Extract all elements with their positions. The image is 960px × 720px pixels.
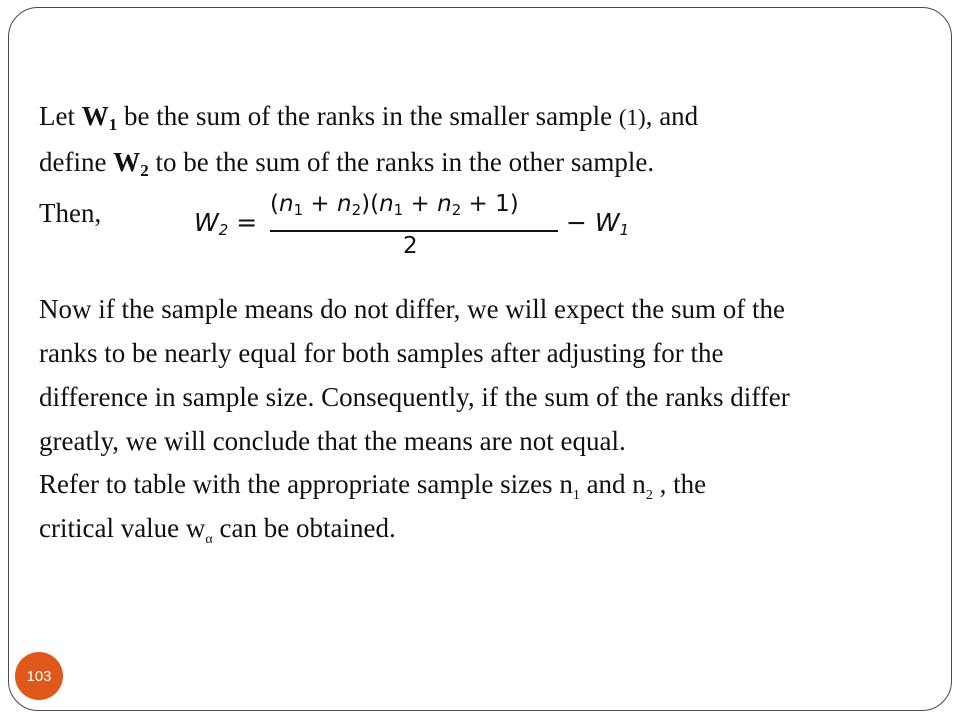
formula-denominator: 2 <box>403 233 418 259</box>
formula-minus: − <box>566 208 587 237</box>
symbol-w1 <box>81 101 118 134</box>
num-n3: n <box>379 191 394 217</box>
formula-numerator <box>270 191 519 217</box>
symbol-w2 <box>113 147 149 180</box>
num-plus2: + <box>403 191 438 217</box>
text-and-n: and n <box>579 469 646 499</box>
num-open: ( <box>270 191 279 217</box>
num-sub4: 2 <box>451 201 462 219</box>
text-let: Let <box>39 101 82 131</box>
text-critical-value: critical value w <box>39 513 206 543</box>
num-n1: n <box>278 191 294 217</box>
text-other-sample: to be the sum of the ranks in the other sample. <box>148 147 655 177</box>
explanation-line-3: difference in sample size. Consequently, if the sum of the ranks differ <box>39 382 790 412</box>
page-number-badge: 103 <box>15 652 63 700</box>
num-n2: n <box>337 191 352 217</box>
paragraph-definition <box>39 94 698 184</box>
num-mid-paren: )( <box>361 191 380 217</box>
fraction-bar <box>270 230 558 232</box>
text-sum-smaller: be the sum of the ranks in the smaller sample <box>117 101 619 131</box>
alpha-subscript: α <box>205 532 213 547</box>
paragraph-critical-value <box>39 462 706 550</box>
then-label: Then, <box>39 198 102 228</box>
n1-subscript: 1 <box>572 488 580 503</box>
text-and: , and <box>645 101 699 131</box>
text-refer: Refer to table with the appropriate sample sizes n <box>39 469 573 499</box>
num-plus-one: + 1) <box>461 191 519 217</box>
formula-lhs <box>194 208 257 237</box>
text-obtained: can be obtained. <box>212 513 396 543</box>
explanation-line-4: greatly, we will conclude that the means are not equal. <box>39 426 626 456</box>
formula-rhs <box>566 208 629 237</box>
n2-subscript: 2 <box>645 488 653 503</box>
formula-rhs-sub: 1 <box>619 221 630 239</box>
num-plus: + <box>303 191 338 217</box>
text-sample-one: (1) <box>618 105 646 130</box>
text-define: define <box>39 147 114 177</box>
explanation-line-2: ranks to be nearly equal for both samples after adjusting for the <box>39 338 724 368</box>
num-sub2: 2 <box>351 201 362 219</box>
num-sub3: 1 <box>393 201 404 219</box>
w2-letter: W <box>113 147 141 177</box>
formula-rhs-letter: W <box>594 208 620 237</box>
num-sub1: 1 <box>293 201 304 219</box>
formula-lhs-letter: W <box>194 208 219 237</box>
formula-lhs-sub: 2 <box>218 221 229 239</box>
paragraph-explanation <box>39 287 790 463</box>
w2-subscript: 2 <box>140 161 149 180</box>
explanation-line-1: Now if the sample means do not differ, we will expect the sum of the <box>39 294 785 324</box>
text-the: , the <box>652 469 707 499</box>
formula-w2 <box>192 191 637 263</box>
formula-equals: = <box>236 208 258 237</box>
w1-letter: W <box>81 101 109 131</box>
num-n4: n <box>437 191 452 217</box>
w1-subscript: 1 <box>108 115 118 134</box>
